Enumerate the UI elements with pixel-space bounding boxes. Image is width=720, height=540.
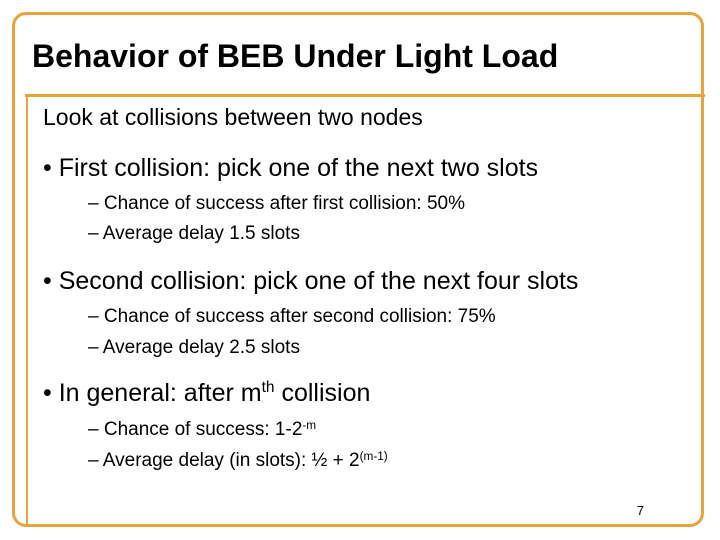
title-divider (25, 94, 705, 97)
sub-bullet-general-success-exponent: -m (302, 418, 317, 432)
bullet-second-collision: • Second collision: pick one of the next four slots (43, 267, 579, 295)
sub-bullet-general-delay-exponent: (m-1) (359, 449, 388, 463)
sub-bullet-second-success: – Chance of success after second collision: 75% (88, 306, 496, 327)
sub-bullet-first-delay: – Average delay 1.5 slots (88, 223, 300, 244)
slide-title: Behavior of BEB Under Light Load (32, 38, 559, 74)
sub-bullet-general-success-text: – Chance of success: 1-2 (88, 419, 303, 440)
bullet-general-text-end: collision (274, 379, 371, 407)
bullet-general-text: • In general: after m (43, 379, 262, 407)
sub-bullet-general-success (88, 419, 316, 441)
intro-text: Look at collisions between two nodes (43, 104, 423, 130)
bullet-general-superscript: th (261, 379, 275, 397)
sub-bullet-general-delay-text: – Average delay (in slots): ½ + 2 (88, 450, 360, 471)
page-number: 7 (636, 503, 644, 518)
sub-bullet-second-delay: – Average delay 2.5 slots (88, 337, 300, 358)
left-rule (26, 94, 28, 527)
bullet-first-collision: • First collision: pick one of the next two slots (43, 154, 539, 182)
sub-bullet-first-success: – Chance of success after first collision: 50% (88, 193, 466, 214)
bullet-general (43, 379, 370, 408)
sub-bullet-general-delay (88, 450, 388, 472)
